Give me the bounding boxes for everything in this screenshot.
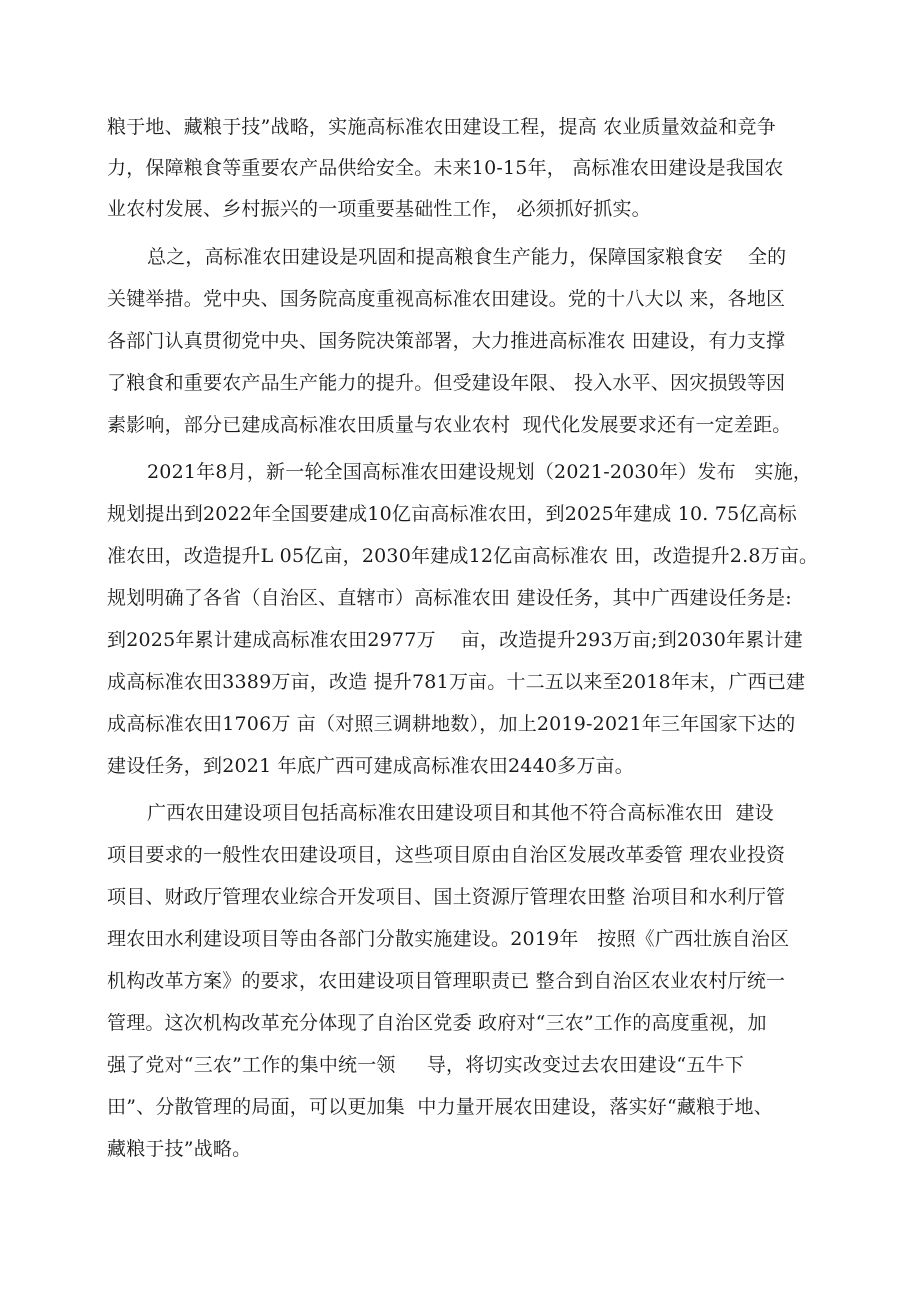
paragraph-2-line-2: 关键举措。党中央、国务院高度重视高标准农田建设。党的十八大以 来，各地区 (107, 288, 786, 310)
paragraph-2-line-4: 了粮食和重要农产品生产能力的提升。但受建设年限、 投入水平、因灾损毁等因 (107, 372, 786, 394)
paragraph-2-line-5: 素影响，部分已建成高标准农田质量与农业农村 现代化发展要求还有一定差距。 (107, 414, 792, 436)
paragraph-3-line-4: 规划明确了各省（自治区、直辖市）高标准农田 建设任务，其中广西建设任务是: (107, 587, 792, 609)
paragraph-3-line-8: 建设任务，到2021 年底广西可建成高标准农田2440多万亩。 (107, 755, 634, 777)
paragraph-2-line-3: 各部门认真贯彻党中央、国务院决策部署，大力推进高标准农 田建设，有力支撑 (107, 330, 786, 352)
paragraph-4-line-9: 藏粮于技”战略。 (107, 1138, 252, 1160)
paragraph-4-line-8: 田”、分散管理的局面，可以更加集 中力量开展农田建设，落实好“藏粮于地、 (107, 1096, 773, 1118)
paragraph-1-line-3: 业农村发展、乡村振兴的一项重要基础性工作， 必须抓好抓实。 (107, 198, 651, 220)
paragraph-4-line-7: 强了党对“三农”工作的集中统一领 导，将切实改变过去农田建设“五牛下 (107, 1054, 744, 1076)
paragraph-3-line-3: 准农田，改造提升L 05亿亩，2030年建成12亿亩高标准农 田，改造提升2.8万亩。 (107, 545, 819, 567)
paragraph-1-line-2: 力，保障粮食等重要农产品供给安全。未来10-15年， 高标准农田建设是我国农 (107, 157, 784, 179)
paragraph-4-line-4: 理农田水利建设项目等由各部门分散实施建设。2019年 按照《广西壮族自治区 (107, 928, 790, 950)
paragraph-3-line-2: 规划提出到2022年全国要建成10亿亩高标准农田，到2025年建成 10. 75亿高标 (107, 503, 797, 525)
paragraph-2-line-1: 总之，高标准农田建设是巩固和提高粮食生产能力，保障国家粮食安 全的 (147, 246, 787, 268)
paragraph-4-line-2: 项目要求的一般性农田建设项目，这些项目原由自治区发展改革委管 理农业投资 (107, 844, 786, 866)
paragraph-1-line-1: 粮于地、藏粮于技”战略，实施高标准农田建设工程，提高 农业质量效益和竞争 (107, 116, 776, 138)
paragraph-4-line-5: 机构改革方案》的要求，农田建设项目管理职责已 整合到自治区农业农村厅统一 (107, 970, 786, 992)
paragraph-3-line-6: 成高标准农田3389万亩，改造 提升781万亩。十二五以来至2018年末，广西已建 (107, 671, 806, 693)
paragraph-3-line-5: 到2025年累计建成高标准农田2977万 亩，改造提升293万亩;到2030年累计建 (107, 629, 803, 651)
paragraph-3-line-1: 2021年8月，新一轮全国高标准农田建设规划（2021-2030年）发布 实施， (147, 461, 813, 483)
paragraph-3-line-7: 成高标准农田1706万 亩（对照三调耕地数），加上2019-2021年三年国家下达的 (107, 713, 796, 735)
paragraph-4-line-1: 广西农田建设项目包括高标准农田建设项目和其他不符合高标准农田 建设 (147, 802, 774, 824)
paragraph-4-line-6: 管理。这次机构改革充分体现了自治区党委 政府对“三农”工作的高度重视，加 (107, 1012, 767, 1034)
paragraph-4-line-3: 项目、财政厅管理农业综合开发项目、国土资源厅管理农田整 治项目和水利厅管 (107, 886, 786, 908)
